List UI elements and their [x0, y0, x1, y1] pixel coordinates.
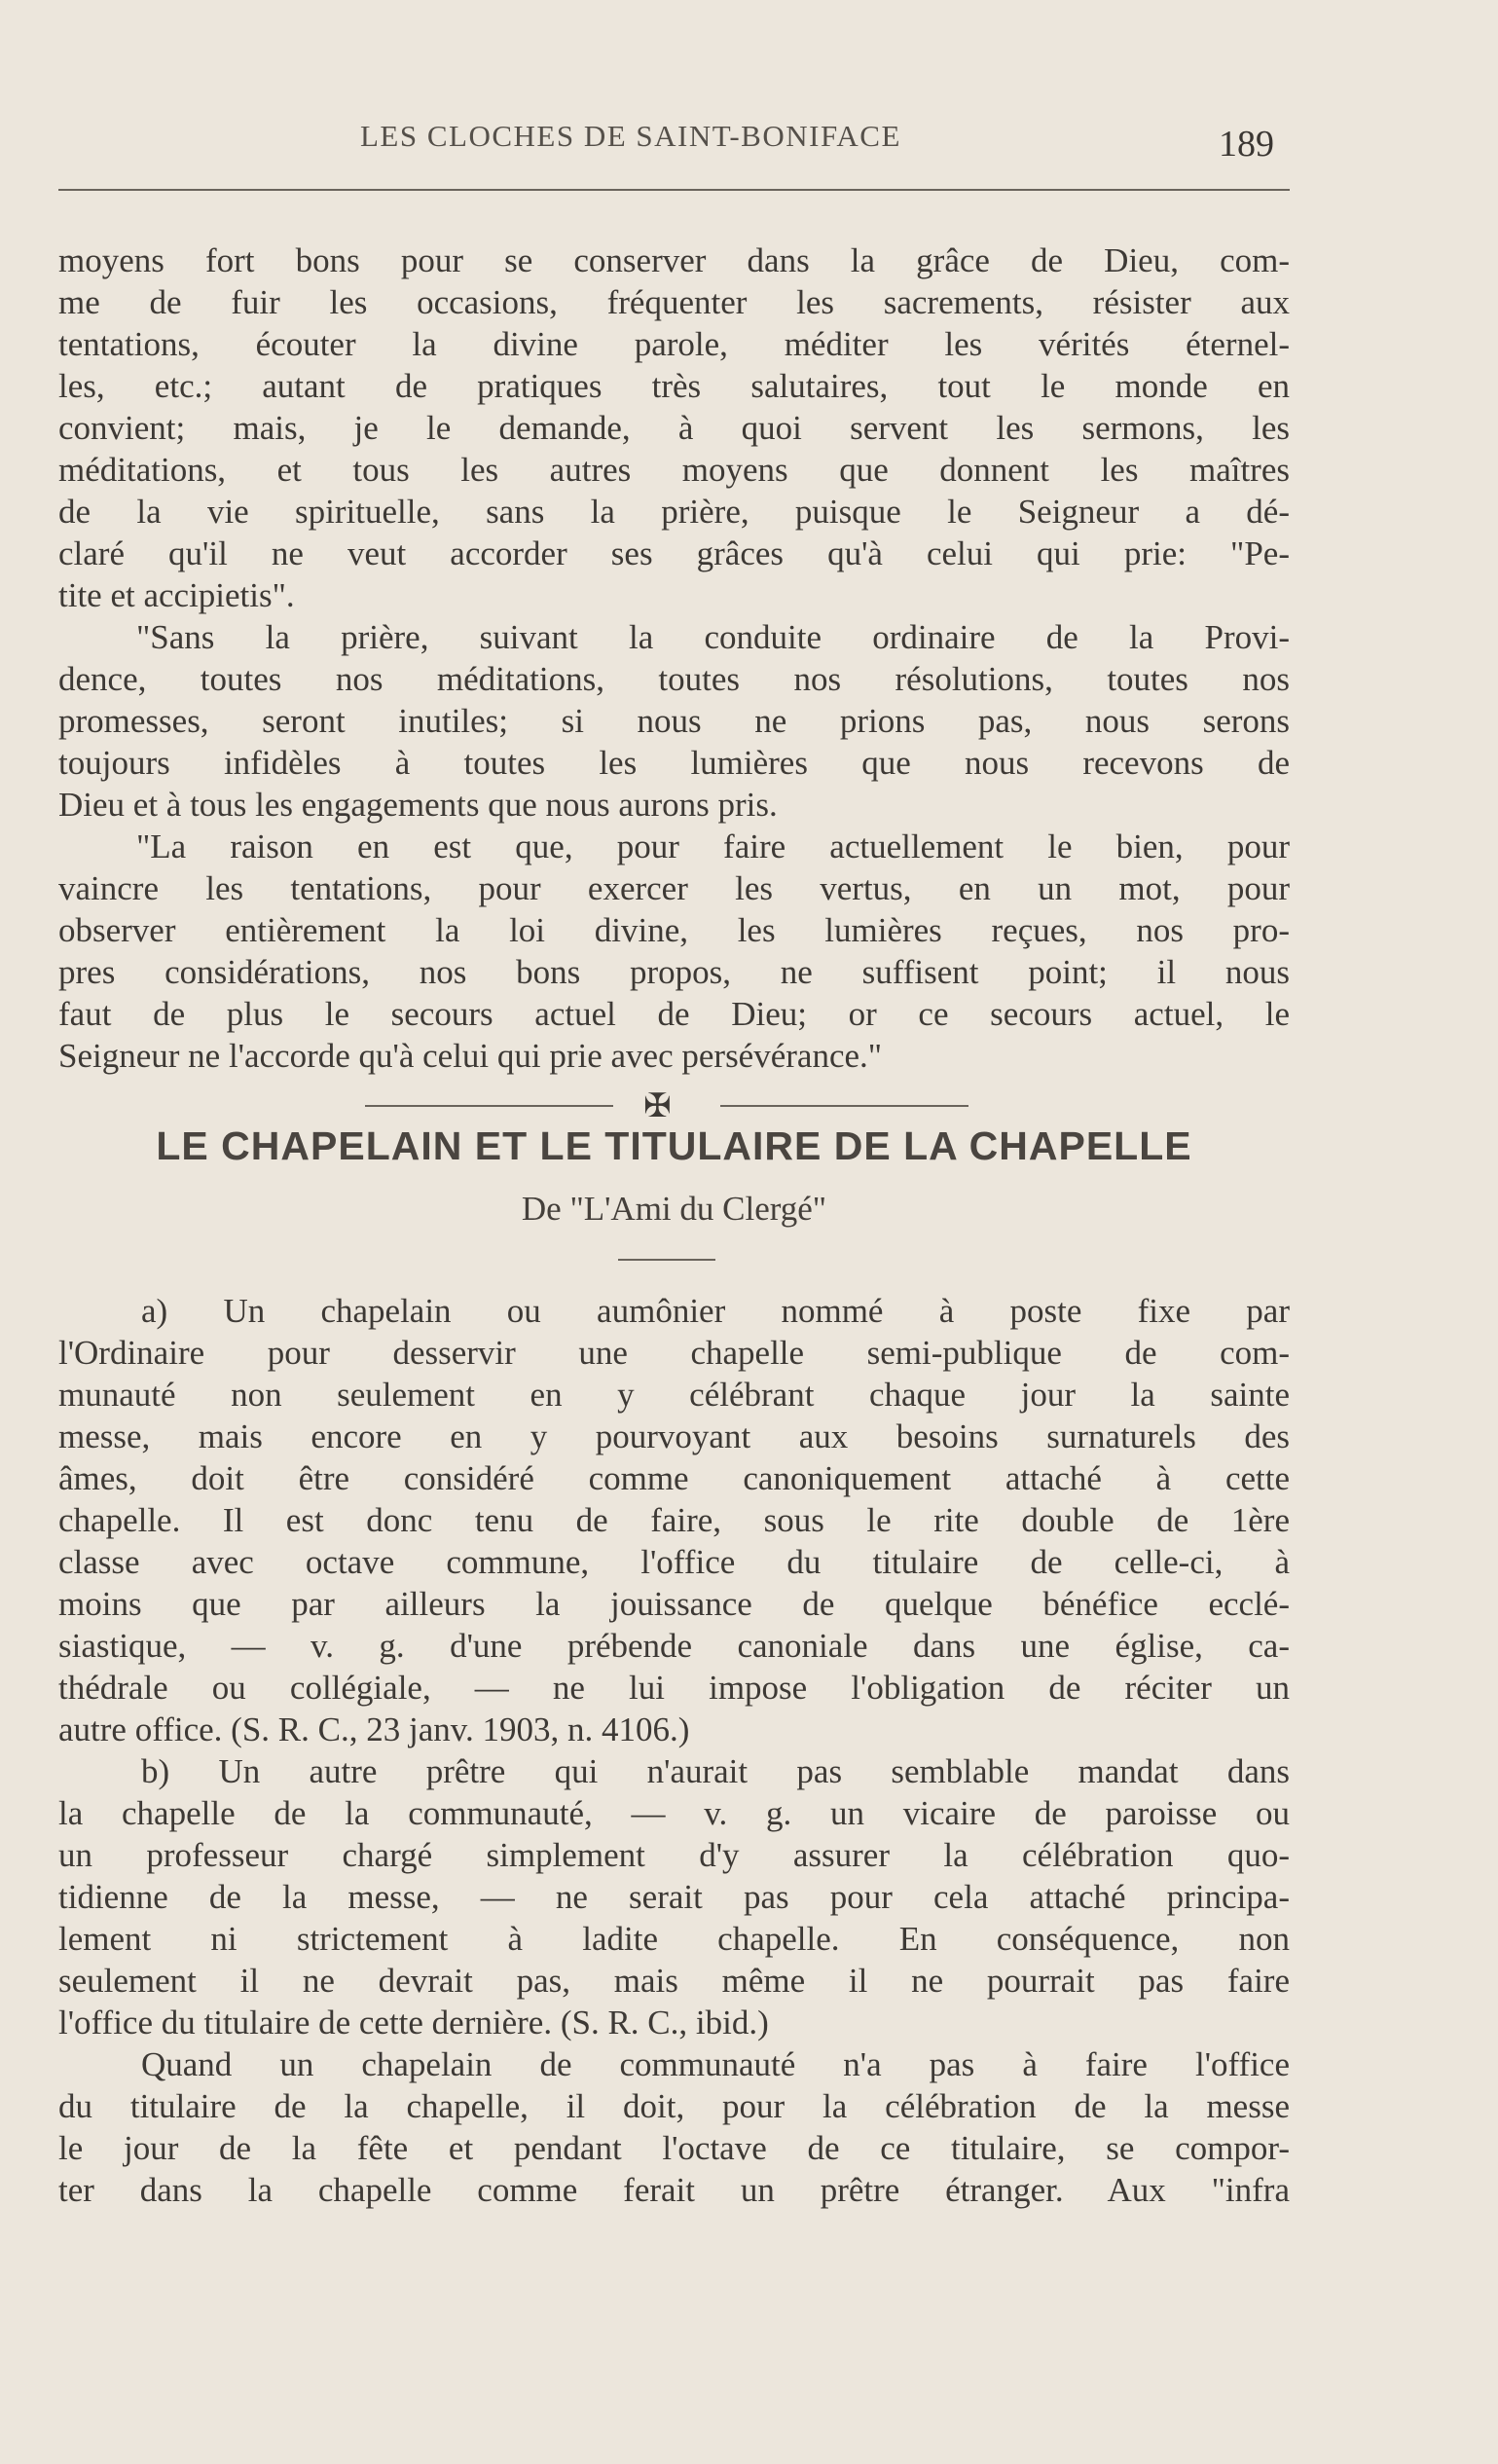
- text-line: faut de plus le secours actuel de Dieu; or ce secours actuel, le: [58, 995, 1290, 1033]
- text-line: convient; mais, je le demande, à quoi servent les sermons, les: [58, 409, 1290, 447]
- text-line: b) Un autre prêtre qui n'aurait pas semblable mandat dans: [141, 1752, 1290, 1790]
- text-line: siastique, — v. g. d'une prébende canoniale dans une église, ca-: [58, 1627, 1290, 1665]
- text-line: méditations, et tous les autres moyens que donnent les maîtres: [58, 451, 1290, 489]
- text-line: Quand un chapelain de communauté n'a pas à faire l'office: [141, 2045, 1290, 2083]
- text-line: toujours infidèles à toutes les lumières que nous recevons de: [58, 744, 1290, 782]
- text-line: tidienne de la messe, — ne serait pas pour cela attaché principa-: [58, 1878, 1290, 1916]
- text-line: les, etc.; autant de pratiques très salutaires, tout le monde en: [58, 367, 1290, 405]
- text-line: seulement il ne devrait pas, mais même il ne pourrait pas faire: [58, 1962, 1290, 2000]
- page-header: [0, 119, 1498, 165]
- text-line: âmes, doit être considéré comme canoniquement attaché à cette: [58, 1459, 1290, 1497]
- section-separator: [365, 1086, 968, 1125]
- text-line: moins que par ailleurs la jouissance de quelque bénéfice ecclé-: [58, 1585, 1290, 1623]
- text-line: tentations, écouter la divine parole, méditer les vérités éternel-: [58, 325, 1290, 363]
- text-line: messe, mais encore en y pourvoyant aux besoins surnaturels des: [58, 1417, 1290, 1455]
- text-line: tite et accipietis".: [58, 576, 295, 614]
- text-line: le jour de la fête et pendant l'octave de ce titulaire, se compor-: [58, 2129, 1290, 2167]
- header-rule: [58, 189, 1290, 191]
- text-line: l'office du titulaire de cette dernière. (S. R. C., ibid.): [58, 2004, 769, 2041]
- text-line: de la vie spirituelle, sans la prière, puisque le Seigneur a dé-: [58, 493, 1290, 531]
- text-line: l'Ordinaire pour desservir une chapelle semi-publique de com-: [58, 1334, 1290, 1372]
- text-line: Seigneur ne l'accorde qu'à celui qui prie avec persévérance.": [58, 1037, 883, 1075]
- text-line: vaincre les tentations, pour exercer les vertus, en un mot, pour: [58, 869, 1290, 907]
- text-line: promesses, seront inutiles; si nous ne prions pas, nous serons: [58, 702, 1290, 740]
- text-line: claré qu'il ne veut accorder ses grâces qu'à celui qui prie: "Pe-: [58, 534, 1290, 572]
- separator-rule-left: [365, 1105, 613, 1107]
- text-line: lement ni strictement à ladite chapelle. En conséquence, non: [58, 1920, 1290, 1958]
- running-head: LES CLOCHES DE SAINT-BONIFACE: [360, 119, 901, 153]
- page-number: 189: [1219, 124, 1274, 165]
- text-line: du titulaire de la chapelle, il doit, pour la célébration de la messe: [58, 2087, 1290, 2125]
- separator-rule-right: [720, 1105, 968, 1107]
- maltese-cross-icon: ✠: [643, 1086, 672, 1125]
- article-title: LE CHAPELAIN ET LE TITULAIRE DE LA CHAPELLE: [156, 1123, 1192, 1168]
- text-line: thédrale ou collégiale, — ne lui impose l'obligation de réciter un: [58, 1669, 1290, 1707]
- article-source: De "L'Ami du Clergé": [521, 1190, 827, 1228]
- text-line: classe avec octave commune, l'office du titulaire de celle-ci, à: [58, 1543, 1290, 1581]
- text-line: Dieu et à tous les engagements que nous aurons pris.: [58, 786, 778, 824]
- text-line: ter dans la chapelle comme ferait un prêtre étranger. Aux "infra: [58, 2171, 1290, 2209]
- text-line: munauté non seulement en y célébrant chaque jour la sainte: [58, 1376, 1290, 1414]
- title-rule: [618, 1259, 715, 1261]
- text-line: "La raison en est que, pour faire actuellement le bien, pour: [136, 827, 1290, 865]
- text-line: moyens fort bons pour se conserver dans la grâce de Dieu, com-: [58, 241, 1290, 279]
- text-line: observer entièrement la loi divine, les lumières reçues, nos pro-: [58, 911, 1290, 949]
- text-line: me de fuir les occasions, fréquenter les sacrements, résister aux: [58, 283, 1290, 321]
- text-line: un professeur chargé simplement d'y assurer la célébration quo-: [58, 1836, 1290, 1874]
- text-line: dence, toutes nos méditations, toutes nos résolutions, toutes nos: [58, 660, 1290, 698]
- text-line: a) Un chapelain ou aumônier nommé à poste fixe par: [141, 1292, 1290, 1330]
- text-line: autre office. (S. R. C., 23 janv. 1903, n. 4106.): [58, 1710, 690, 1748]
- text-line: la chapelle de la communauté, — v. g. un vicaire de paroisse ou: [58, 1794, 1290, 1832]
- text-line: chapelle. Il est donc tenu de faire, sous le rite double de 1ère: [58, 1501, 1290, 1539]
- text-line: pres considérations, nos bons propos, ne suffisent point; il nous: [58, 953, 1290, 991]
- text-line: "Sans la prière, suivant la conduite ordinaire de la Provi-: [136, 618, 1290, 656]
